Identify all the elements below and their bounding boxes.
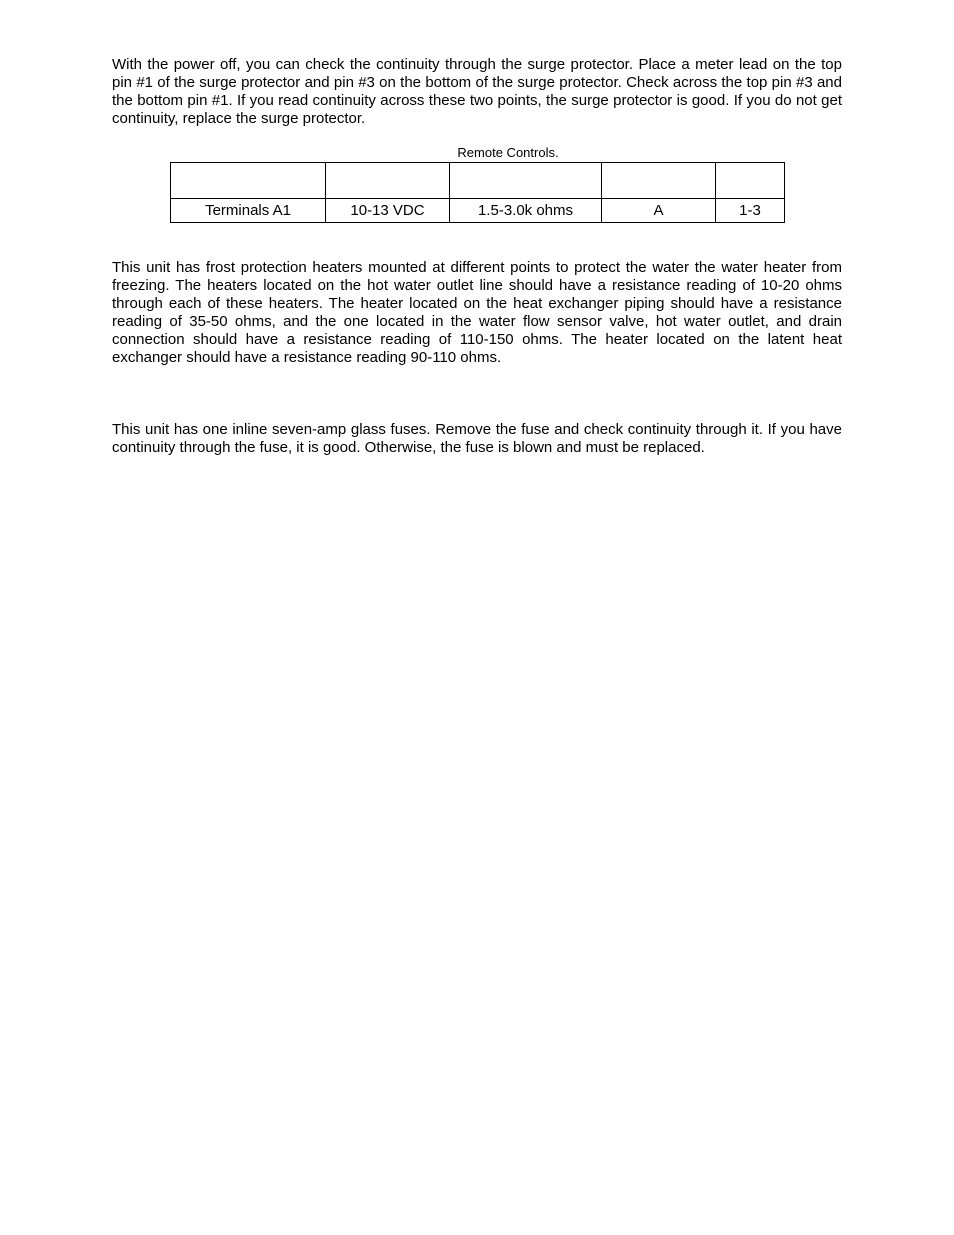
table-header-cell xyxy=(602,163,716,199)
fuse-paragraph: This unit has one inline seven-amp glass fuses. Remove the fuse and check continuity through it. If you have continuity through the fuse, it is good. Otherwise, the fuse is blown and must be replaced. xyxy=(112,421,842,456)
remote-controls-table xyxy=(170,162,785,223)
table-row xyxy=(171,199,785,223)
resistance-cell: 1.5-3.0k ohms xyxy=(450,199,602,223)
table-header-row xyxy=(171,163,785,199)
terminals-cell: Terminals A1 xyxy=(171,199,326,223)
frost-protection-paragraph: This unit has frost protection heaters mounted at different points to protect the water the water heater from freezing. The heaters located on the hot water outlet line should have a resistance reading of 10-20 ohms through each of these heaters. The heater located on the heat exchanger piping should have a resistance reading of 35-50 ohms, and the one located in the water flow sensor valve, hot water outlet, and drain connection should have a resistance reading of 110-150 ohms. The heater located on the latent heat exchanger should have a resistance reading 90-110 ohms. xyxy=(112,259,842,366)
voltage-cell: 10-13 VDC xyxy=(326,199,450,223)
table-header-cell xyxy=(171,163,326,199)
pins-cell: 1-3 xyxy=(716,199,785,223)
connector-cell: A xyxy=(602,199,716,223)
table-header-cell xyxy=(716,163,785,199)
table-header-cell xyxy=(450,163,602,199)
table-caption: Remote Controls. xyxy=(457,145,559,160)
table-header-cell xyxy=(326,163,450,199)
surge-protector-paragraph: With the power off, you can check the continuity through the surge protector. Place a meter lead on the top pin #1 of the surge protector and pin #3 on the bottom of the surge protector. Check across the top pin #3 and the bottom pin #1. If you read continuity across these two points, the surge protector is good. If you do not get continuity, replace the surge protector. xyxy=(112,56,842,127)
